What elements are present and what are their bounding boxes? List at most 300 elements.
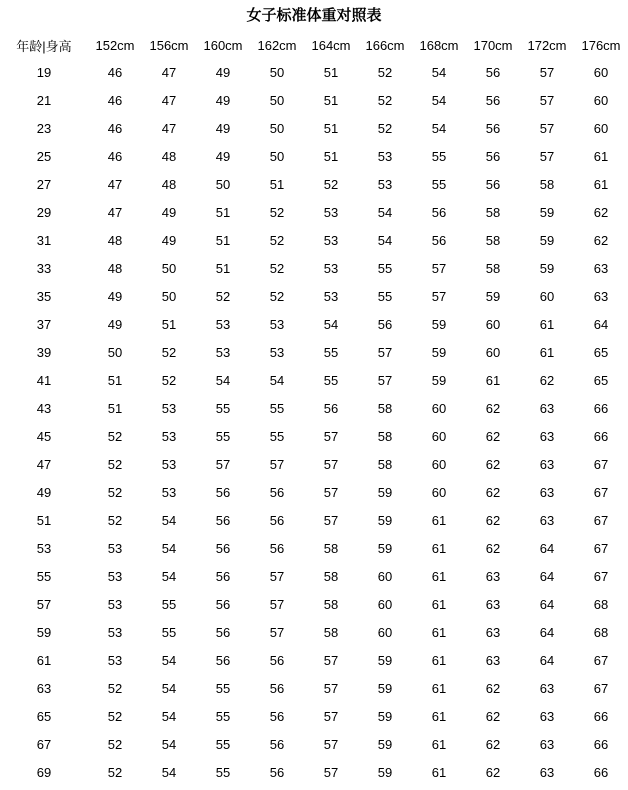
weight-cell: 54: [161, 568, 177, 584]
age-cell: 45: [36, 428, 52, 444]
weight-cell: 59: [539, 232, 555, 248]
weight-cell: 60: [593, 92, 609, 108]
age-cell: 47: [36, 456, 52, 472]
weight-cell: 46: [107, 120, 123, 136]
weight-cell: 59: [377, 736, 393, 752]
age-cell: 21: [36, 92, 52, 108]
table-row: [0, 86, 628, 114]
weight-cell: 55: [431, 176, 447, 192]
corner-header-cell: 年龄|身高: [16, 38, 72, 54]
weight-cell: 46: [107, 64, 123, 80]
table-row: [0, 506, 628, 534]
height-header-cell: 168cm: [419, 37, 459, 53]
weight-cell: 67: [593, 512, 609, 528]
weight-cell: 53: [107, 596, 123, 612]
weight-cell: 63: [539, 400, 555, 416]
weight-cell: 53: [323, 204, 339, 220]
weight-cell: 66: [593, 708, 609, 724]
weight-cell: 60: [431, 400, 447, 416]
weight-cell: 47: [107, 204, 123, 220]
weight-cell: 52: [107, 708, 123, 724]
weight-cell: 56: [215, 484, 231, 500]
table-row: [0, 114, 628, 142]
weight-cell: 55: [323, 372, 339, 388]
weight-cell: 48: [107, 260, 123, 276]
age-cell: 63: [36, 680, 52, 696]
weight-cell: 57: [377, 344, 393, 360]
weight-cell: 53: [107, 540, 123, 556]
weight-cell: 49: [161, 232, 177, 248]
weight-cell: 57: [431, 260, 447, 276]
weight-cell: 67: [593, 652, 609, 668]
weight-cell: 61: [539, 316, 555, 332]
weight-cell: 50: [269, 148, 285, 164]
age-cell: 53: [36, 540, 52, 556]
weight-cell: 56: [269, 652, 285, 668]
weight-cell: 57: [539, 92, 555, 108]
weight-cell: 62: [593, 232, 609, 248]
weight-cell: 53: [215, 344, 231, 360]
weight-cell: 57: [269, 624, 285, 640]
weight-cell: 58: [539, 176, 555, 192]
weight-cell: 51: [215, 260, 231, 276]
weight-cell: 59: [485, 288, 501, 304]
weight-cell: 66: [593, 428, 609, 444]
weight-cell: 51: [269, 176, 285, 192]
weight-cell: 57: [323, 652, 339, 668]
weight-cell: 52: [107, 736, 123, 752]
weight-cell: 59: [539, 260, 555, 276]
weight-cell: 55: [323, 344, 339, 360]
weight-cell: 52: [107, 512, 123, 528]
age-cell: 41: [36, 372, 52, 388]
weight-cell: 63: [593, 260, 609, 276]
weight-cell: 50: [269, 92, 285, 108]
weight-cell: 66: [593, 736, 609, 752]
age-cell: 37: [36, 316, 52, 332]
weight-cell: 50: [269, 64, 285, 80]
weight-cell: 60: [377, 596, 393, 612]
weight-cell: 58: [485, 260, 501, 276]
weight-cell: 68: [593, 596, 609, 612]
weight-cell: 47: [161, 120, 177, 136]
weight-cell: 51: [323, 64, 339, 80]
weight-cell: 56: [269, 540, 285, 556]
table-row: [0, 58, 628, 86]
header-row: [0, 32, 628, 58]
weight-cell: 63: [593, 288, 609, 304]
weight-cell: 61: [431, 764, 447, 780]
weight-cell: 63: [539, 708, 555, 724]
weight-cell: 56: [215, 540, 231, 556]
weight-cell: 57: [323, 512, 339, 528]
table-header: [0, 32, 628, 58]
weight-cell: 51: [323, 92, 339, 108]
weight-cell: 63: [539, 428, 555, 444]
weight-cell: 57: [323, 708, 339, 724]
weight-cell: 59: [377, 764, 393, 780]
table-row: [0, 450, 628, 478]
table-row: [0, 702, 628, 730]
weight-cell: 53: [323, 232, 339, 248]
weight-cell: 64: [539, 568, 555, 584]
height-header-cell: 172cm: [527, 37, 567, 53]
age-cell: 69: [36, 764, 52, 780]
height-header-cell: 166cm: [365, 37, 405, 53]
weight-cell: 52: [161, 344, 177, 360]
weight-cell: 51: [215, 232, 231, 248]
weight-cell: 52: [161, 372, 177, 388]
weight-cell: 63: [539, 512, 555, 528]
weight-cell: 60: [485, 344, 501, 360]
weight-cell: 57: [539, 64, 555, 80]
weight-cell: 48: [161, 148, 177, 164]
weight-cell: 56: [431, 204, 447, 220]
weight-cell: 56: [269, 680, 285, 696]
weight-cell: 53: [161, 484, 177, 500]
weight-cell: 61: [431, 596, 447, 612]
weight-cell: 57: [215, 456, 231, 472]
weight-cell: 54: [161, 764, 177, 780]
weight-cell: 54: [161, 512, 177, 528]
table-row: [0, 338, 628, 366]
weight-cell: 52: [107, 428, 123, 444]
weight-cell: 54: [215, 372, 231, 388]
weight-cell: 53: [161, 456, 177, 472]
weight-cell: 62: [485, 680, 501, 696]
weight-cell: 52: [269, 260, 285, 276]
weight-cell: 56: [485, 64, 501, 80]
weight-cell: 53: [107, 568, 123, 584]
weight-cell: 64: [593, 316, 609, 332]
age-cell: 33: [36, 260, 52, 276]
age-cell: 19: [36, 64, 52, 80]
weight-cell: 56: [215, 568, 231, 584]
weight-cell: 59: [377, 680, 393, 696]
table-row: [0, 646, 628, 674]
weight-cell: 60: [377, 568, 393, 584]
weight-cell: 60: [431, 428, 447, 444]
weight-cell: 60: [431, 484, 447, 500]
table-row: [0, 422, 628, 450]
weight-cell: 56: [431, 232, 447, 248]
weight-cell: 55: [161, 624, 177, 640]
age-cell: 51: [36, 512, 52, 528]
weight-cell: 58: [485, 204, 501, 220]
weight-cell: 54: [269, 372, 285, 388]
weight-cell: 54: [431, 64, 447, 80]
age-cell: 43: [36, 400, 52, 416]
weight-cell: 52: [107, 484, 123, 500]
weight-cell: 58: [323, 568, 339, 584]
weight-cell: 62: [485, 400, 501, 416]
weight-cell: 54: [431, 92, 447, 108]
weight-cell: 55: [215, 736, 231, 752]
weight-cell: 64: [539, 652, 555, 668]
table-row: [0, 758, 628, 786]
height-header-cell: 160cm: [203, 37, 243, 53]
weight-cell: 59: [377, 652, 393, 668]
weight-cell: 56: [269, 484, 285, 500]
weight-cell: 58: [323, 540, 339, 556]
weight-cell: 55: [161, 596, 177, 612]
weight-cell: 61: [431, 680, 447, 696]
weight-cell: 53: [215, 316, 231, 332]
table-row: [0, 562, 628, 590]
table-body: [0, 58, 628, 786]
height-header-cell: 152cm: [95, 37, 135, 53]
weight-cell: 62: [485, 484, 501, 500]
weight-cell: 66: [593, 400, 609, 416]
weight-cell: 56: [269, 736, 285, 752]
age-cell: 57: [36, 596, 52, 612]
weight-cell: 57: [323, 736, 339, 752]
weight-cell: 54: [431, 120, 447, 136]
weight-cell: 53: [161, 428, 177, 444]
weight-cell: 58: [377, 400, 393, 416]
weight-cell: 61: [431, 568, 447, 584]
weight-cell: 62: [485, 764, 501, 780]
weight-cell: 61: [485, 372, 501, 388]
weight-cell: 49: [161, 204, 177, 220]
weight-cell: 46: [107, 92, 123, 108]
height-header-cell: 170cm: [473, 37, 513, 53]
weight-cell: 58: [323, 596, 339, 612]
table-row: [0, 310, 628, 338]
age-cell: 49: [36, 484, 52, 500]
age-cell: 65: [36, 708, 52, 724]
age-cell: 55: [36, 568, 52, 584]
weight-cell: 67: [593, 484, 609, 500]
table-row: [0, 366, 628, 394]
height-header-cell: 162cm: [257, 37, 297, 53]
weight-cell: 61: [431, 512, 447, 528]
weight-cell: 50: [161, 288, 177, 304]
weight-cell: 51: [161, 316, 177, 332]
weight-cell: 52: [107, 764, 123, 780]
weight-cell: 51: [107, 372, 123, 388]
weight-cell: 63: [485, 596, 501, 612]
weight-cell: 52: [107, 456, 123, 472]
weight-cell: 53: [107, 624, 123, 640]
weight-cell: 49: [215, 92, 231, 108]
weight-cell: 61: [431, 708, 447, 724]
weight-cell: 55: [215, 400, 231, 416]
weight-cell: 49: [215, 148, 231, 164]
weight-cell: 60: [377, 624, 393, 640]
weight-cell: 56: [485, 92, 501, 108]
table-row: [0, 226, 628, 254]
weight-cell: 55: [431, 148, 447, 164]
weight-cell: 67: [593, 680, 609, 696]
age-cell: 29: [36, 204, 52, 220]
weight-cell: 59: [377, 708, 393, 724]
weight-cell: 57: [539, 120, 555, 136]
weight-cell: 61: [431, 624, 447, 640]
weight-cell: 57: [323, 484, 339, 500]
weight-cell: 61: [431, 540, 447, 556]
table-row: [0, 674, 628, 702]
weight-cell: 53: [377, 148, 393, 164]
weight-cell: 50: [107, 344, 123, 360]
weight-cell: 55: [215, 428, 231, 444]
weight-cell: 51: [323, 120, 339, 136]
weight-cell: 53: [323, 260, 339, 276]
height-header-cell: 176cm: [581, 37, 621, 53]
weight-cell: 62: [485, 708, 501, 724]
weight-cell: 63: [539, 764, 555, 780]
weight-cell: 60: [593, 64, 609, 80]
weight-cell: 63: [539, 736, 555, 752]
weight-cell: 63: [539, 456, 555, 472]
weight-cell: 49: [107, 288, 123, 304]
weight-cell: 47: [161, 92, 177, 108]
weight-cell: 47: [107, 176, 123, 192]
weight-cell: 60: [539, 288, 555, 304]
weight-cell: 55: [377, 260, 393, 276]
table-row: [0, 590, 628, 618]
weight-cell: 48: [107, 232, 123, 248]
weight-cell: 56: [215, 596, 231, 612]
weight-cell: 54: [161, 540, 177, 556]
weight-cell: 58: [323, 624, 339, 640]
weight-cell: 51: [107, 400, 123, 416]
weight-cell: 62: [485, 736, 501, 752]
weight-cell: 54: [161, 736, 177, 752]
weight-cell: 56: [269, 512, 285, 528]
age-cell: 23: [36, 120, 52, 136]
weight-cell: 56: [269, 708, 285, 724]
table-row: [0, 730, 628, 758]
weight-cell: 46: [107, 148, 123, 164]
weight-cell: 51: [323, 148, 339, 164]
weight-cell: 63: [485, 652, 501, 668]
weight-cell: 56: [485, 176, 501, 192]
weight-cell: 61: [593, 148, 609, 164]
weight-cell: 54: [161, 680, 177, 696]
weight-cell: 52: [269, 232, 285, 248]
age-cell: 59: [36, 624, 52, 640]
weight-cell: 55: [215, 764, 231, 780]
weight-cell: 56: [215, 512, 231, 528]
weight-cell: 54: [323, 316, 339, 332]
weight-cell: 54: [377, 204, 393, 220]
weight-cell: 63: [485, 624, 501, 640]
weight-cell: 55: [215, 680, 231, 696]
age-cell: 61: [36, 652, 52, 668]
table-row: [0, 394, 628, 422]
table-row: [0, 534, 628, 562]
weight-cell: 52: [323, 176, 339, 192]
weight-cell: 54: [161, 708, 177, 724]
weight-cell: 63: [539, 680, 555, 696]
weight-cell: 62: [539, 372, 555, 388]
weight-cell: 57: [323, 428, 339, 444]
weight-cell: 60: [485, 316, 501, 332]
weight-cell: 62: [485, 456, 501, 472]
weight-cell: 53: [269, 344, 285, 360]
weight-cell: 54: [377, 232, 393, 248]
table-row: [0, 170, 628, 198]
weight-cell: 62: [485, 540, 501, 556]
weight-cell: 67: [593, 456, 609, 472]
weight-cell: 61: [431, 736, 447, 752]
weight-cell: 60: [593, 120, 609, 136]
age-cell: 67: [36, 736, 52, 752]
weight-cell: 57: [323, 456, 339, 472]
weight-cell: 59: [377, 540, 393, 556]
table-row: [0, 142, 628, 170]
weight-cell: 52: [269, 204, 285, 220]
weight-cell: 55: [269, 428, 285, 444]
weight-cell: 48: [161, 176, 177, 192]
weight-cell: 55: [215, 708, 231, 724]
weight-cell: 65: [593, 344, 609, 360]
weight-cell: 61: [539, 344, 555, 360]
weight-cell: 68: [593, 624, 609, 640]
weight-cell: 61: [593, 176, 609, 192]
weight-cell: 57: [269, 456, 285, 472]
weight-cell: 56: [485, 120, 501, 136]
weight-cell: 57: [377, 372, 393, 388]
table-row: [0, 478, 628, 506]
weight-cell: 49: [215, 64, 231, 80]
age-cell: 39: [36, 344, 52, 360]
weight-cell: 58: [377, 428, 393, 444]
weight-cell: 59: [539, 204, 555, 220]
height-header-cell: 156cm: [149, 37, 189, 53]
weight-cell: 66: [593, 764, 609, 780]
weight-cell: 59: [377, 484, 393, 500]
weight-cell: 62: [485, 428, 501, 444]
weight-cell: 49: [107, 316, 123, 332]
weight-cell: 53: [161, 400, 177, 416]
weight-cell: 47: [161, 64, 177, 80]
age-cell: 25: [36, 148, 52, 164]
weight-cell: 67: [593, 568, 609, 584]
weight-cell: 57: [269, 568, 285, 584]
weight-cell: 57: [539, 148, 555, 164]
weight-cell: 55: [377, 288, 393, 304]
weight-cell: 52: [269, 288, 285, 304]
weight-cell: 65: [593, 372, 609, 388]
weight-cell: 61: [431, 652, 447, 668]
table-row: [0, 254, 628, 282]
weight-cell: 67: [593, 540, 609, 556]
weight-cell: 50: [215, 176, 231, 192]
table-row: [0, 282, 628, 310]
weight-cell: 57: [323, 764, 339, 780]
weight-cell: 53: [107, 652, 123, 668]
weight-cell: 56: [215, 624, 231, 640]
weight-cell: 56: [485, 148, 501, 164]
weight-cell: 50: [161, 260, 177, 276]
weight-cell: 53: [377, 176, 393, 192]
weight-cell: 57: [431, 288, 447, 304]
weight-cell: 63: [539, 484, 555, 500]
height-header-cell: 164cm: [311, 37, 351, 53]
weight-cell: 59: [431, 344, 447, 360]
weight-cell: 62: [593, 204, 609, 220]
weight-cell: 56: [377, 316, 393, 332]
weight-cell: 50: [269, 120, 285, 136]
weight-cell: 64: [539, 624, 555, 640]
weight-cell: 57: [269, 596, 285, 612]
weight-cell: 52: [107, 680, 123, 696]
weight-cell: 56: [215, 652, 231, 668]
weight-cell: 59: [431, 316, 447, 332]
weight-cell: 53: [269, 316, 285, 332]
